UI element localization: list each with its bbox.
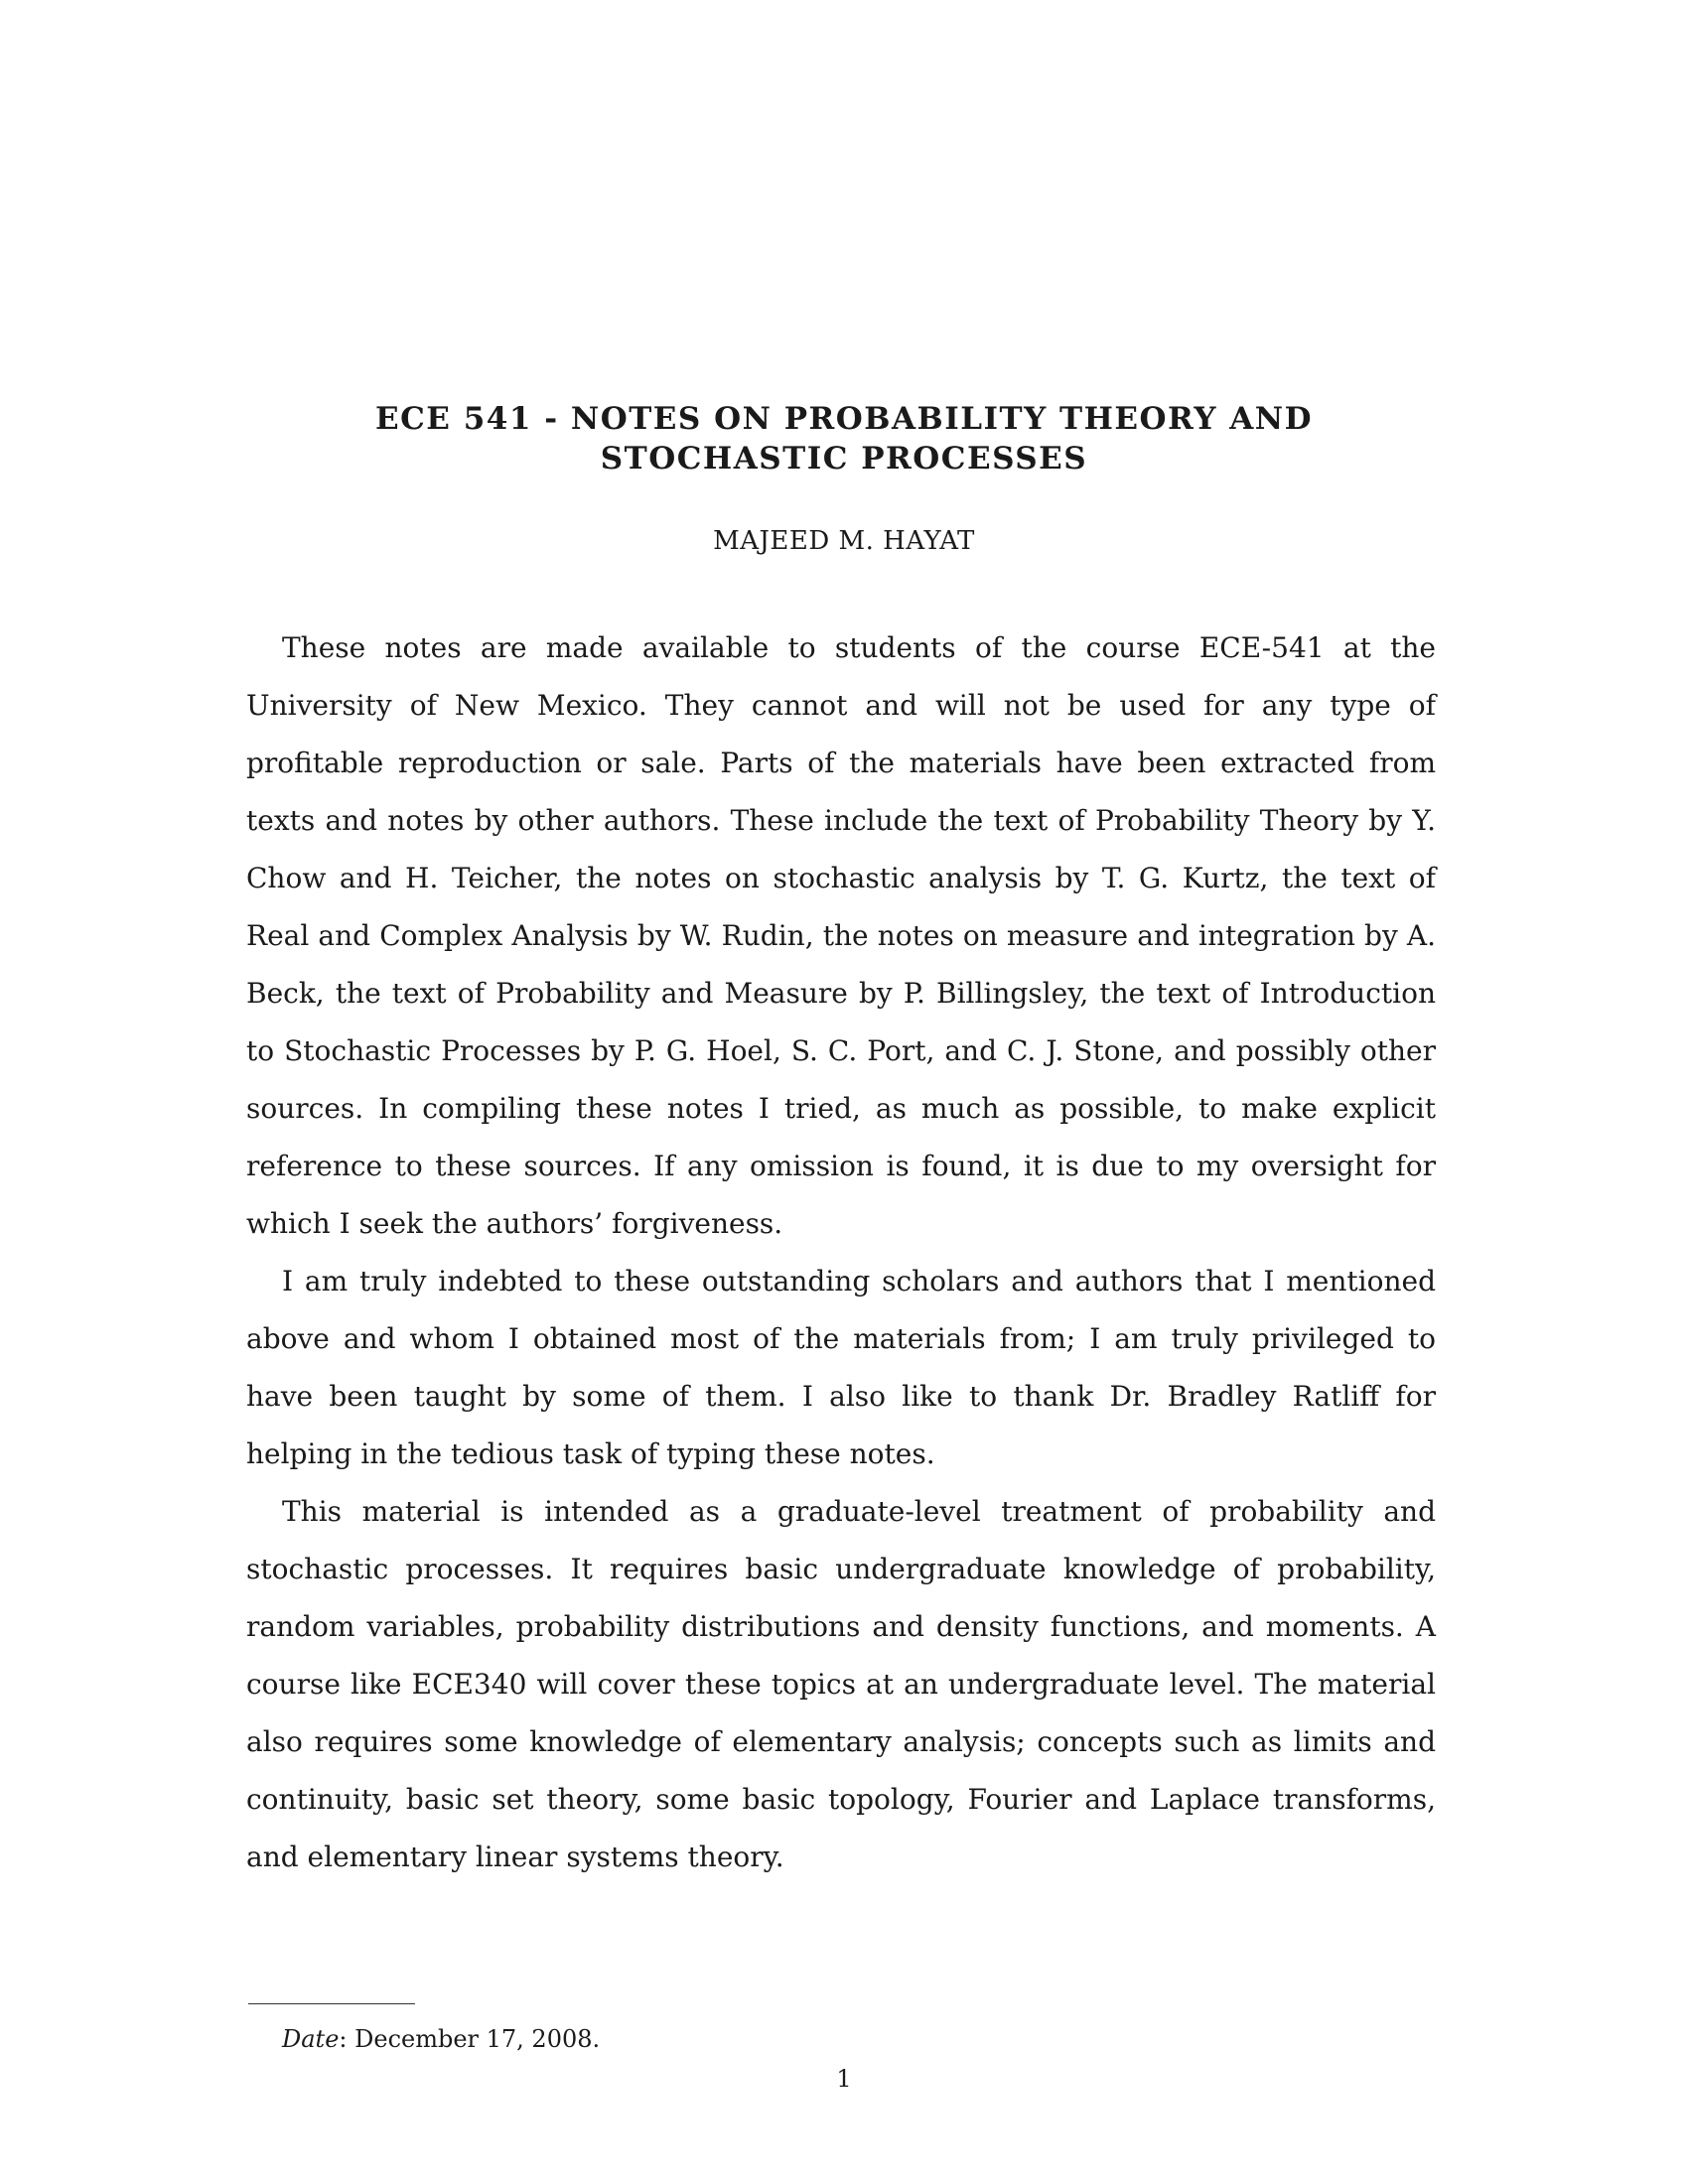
footnote-divider	[248, 2003, 415, 2004]
page-title	[248, 399, 1440, 478]
page-number: 1	[836, 2065, 852, 2093]
paragraph-1: These notes are made available to students of the course ECE-541 at the University of New Mexico. They cannot and will not be used for any type of profitable reproduction or sale. Parts of the materials have been extracted from texts and notes by other authors. These include the text of Probability Theory by Y. Chow and H. Teicher, the notes on stochastic analysis by T. G. Kurtz, the text of Real and Complex Analysis by W. Rudin, the notes on measure and integration by A. Beck, the text of Probability and Measure by P. Billingsley, the text of Introduction to Stochastic Processes by P. G. Hoel, S. C. Port, and C. J. Stone, and possibly other sources. In compiling these notes I tried, as much as possible, to make explicit reference to these sources. If any omission is found, it is due to my oversight for which I seek the authors’ forgiveness.	[246, 631, 1436, 1240]
paragraph-2: I am truly indebted to these outstanding scholars and authors that I mentioned above and whom I obtained most of the materials from; I am truly privileged to have been taught by some of them. I also like to thank Dr. Bradley Ratliff for helping in the tedious task of typing these notes.	[246, 1265, 1436, 1470]
author-name: MAJEED M. HAYAT	[713, 526, 975, 556]
paragraph-3: This material is intended as a graduate-level treatment of probability and stochastic processes. It requires basic undergraduate knowledge of probability, random variables, probability distributions and density functions, and moments. A course like ECE340 will cover these topics at an undergraduate level. The material also requires some knowledge of elementary analysis; concepts such as limits and continuity, basic set theory, some basic topology, Fourier and Laplace transforms, and elementary linear systems theory.	[246, 1495, 1436, 1873]
footnote	[282, 2025, 600, 2053]
body-text	[246, 619, 1436, 1886]
footnote-label: Date	[282, 2025, 340, 2053]
title-line-2: STOCHASTIC PROCESSES	[600, 441, 1088, 477]
footnote-text: : December 17, 2008.	[339, 2025, 601, 2053]
title-line-1: ECE 541 - NOTES ON PROBABILITY THEORY AND	[374, 401, 1314, 437]
